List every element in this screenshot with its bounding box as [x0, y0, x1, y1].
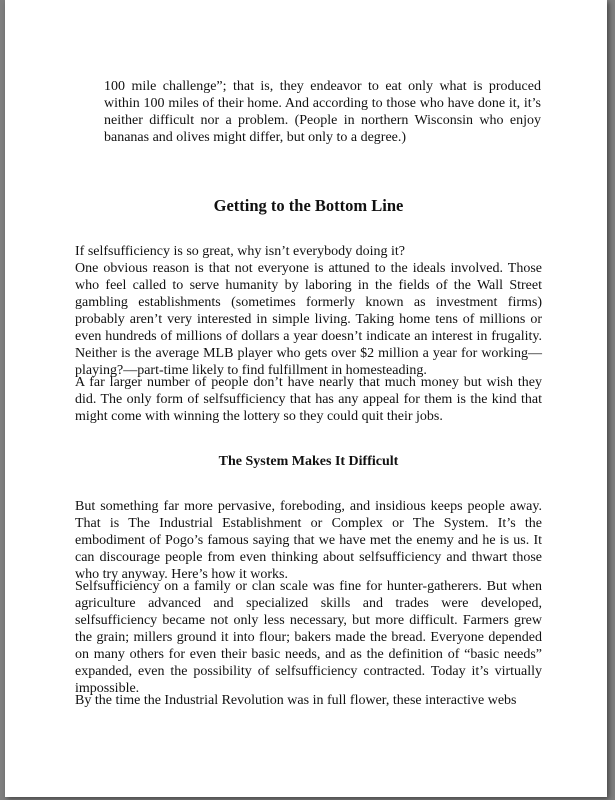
- paragraph: If selfsufficiency is so great, why isn’t everybody doing it?: [75, 244, 405, 259]
- document-page: [5, 0, 607, 797]
- quote-paragraph: 100 mile challenge”; that is, they endeavor to eat only what is produced within 100 miles of their home. And according to those who have done it, it’s neither difficult nor a problem. (People in northern Wisconsin who enjoy bananas and olives might differ, but only to a degree.): [104, 79, 541, 145]
- subsection-heading: The System Makes It Difficult: [218, 454, 399, 469]
- paragraph: But something far more pervasive, foreboding, and insidious keeps people away. That is The Industrial Establishment or Complex or The System. It’s the embodiment of Pogo’s famous saying that we have met the enemy and he is us. It can discourage people from even thinking about selfsufficiency and thwart those who try anyway. Here’s how it works.: [75, 499, 542, 582]
- section-heading: Getting to the Bottom Line: [213, 196, 404, 215]
- paragraph: A far larger number of people don’t have nearly that much money but wish they did. The only form of selfsufficiency that has any appeal for them is the kind that might come with winning the lottery so they could quit their jobs.: [75, 375, 542, 424]
- paragraph: By the time the Industrial Revolution was in full flower, these interactive webs: [75, 693, 517, 708]
- paragraph: One obvious reason is that not everyone is attuned to the ideals involved. Those who feel called to serve humanity by laboring in the fields of the Wall Street gambling establishments (sometimes formerly known as investment firms) probably aren’t very interested in simple living. Taking home tens of millions or even hundreds of millions of dollars a year doesn’t indicate an interest in frugality. Neither is the average MLB player who gets over $2 million a year for working—playing?—part-time likely to find fulfillment in homesteading.: [75, 261, 542, 378]
- paragraph: Selfsufficiency on a family or clan scale was fine for hunter-gatherers. But when agriculture advanced and specialized skills and trades were developed, selfsufficiency became not only less necessary, but more difficult. Farmers grew the grain; millers ground it into flour; bakers made the bread. Everyone depended on many others for even their basic needs, and as the definition of “basic needs” expanded, even the possibility of selfsufficiency contracted. Today it’s virtually impossible.: [75, 579, 542, 696]
